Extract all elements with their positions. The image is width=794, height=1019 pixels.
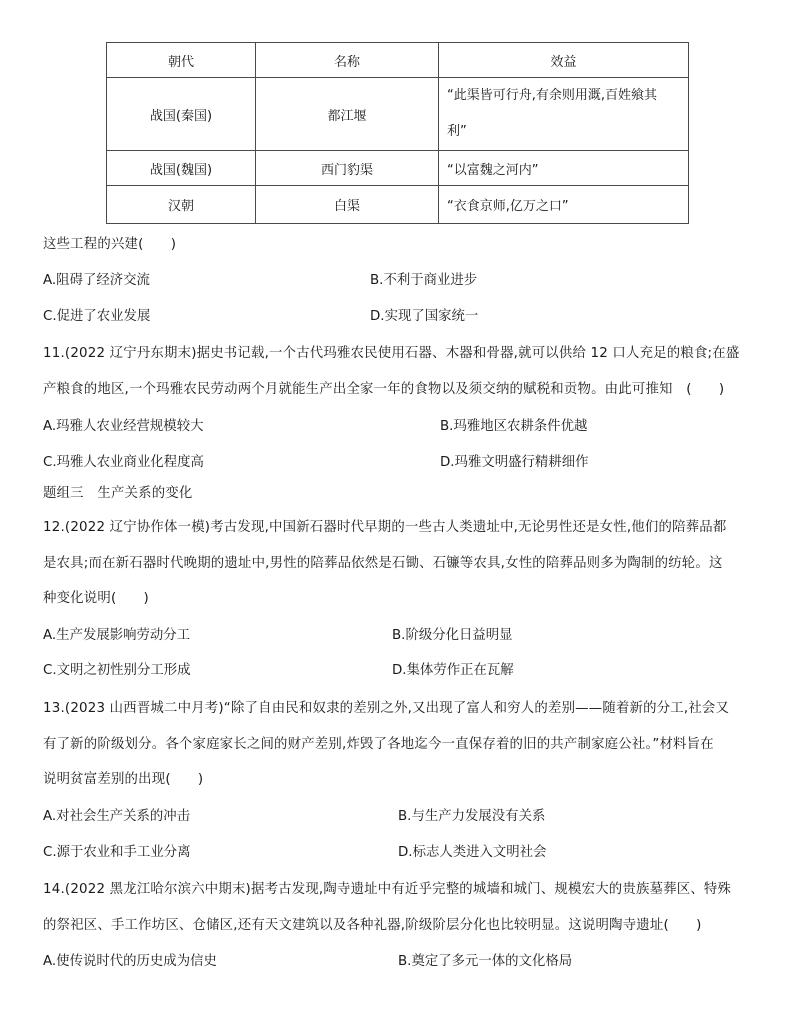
section-heading: 题组三 生产关系的变化 bbox=[43, 486, 193, 501]
q12-option-a[interactable]: A.生产发展影响劳动分工 bbox=[43, 628, 191, 643]
q13-option-d[interactable]: D.标志人类进入文明社会 bbox=[398, 845, 547, 860]
cell-name: 西门豹渠 bbox=[256, 151, 439, 186]
table-row bbox=[107, 186, 689, 224]
table-header-row bbox=[107, 43, 689, 78]
benefit-line-1: “此渠皆可行舟,有余则用溉,百姓飨其 bbox=[447, 88, 657, 103]
q11-option-c[interactable]: C.玛雅人农业商业化程度高 bbox=[43, 455, 204, 470]
q10-option-d[interactable]: D.实现了国家统一 bbox=[370, 309, 479, 324]
cell-name: 白渠 bbox=[256, 186, 439, 224]
water-projects-table bbox=[106, 42, 689, 224]
benefit-line-2: 利” bbox=[447, 124, 467, 139]
header-benefit: 效益 bbox=[439, 43, 689, 78]
cell-benefit bbox=[439, 78, 689, 151]
header-name: 名称 bbox=[256, 43, 439, 78]
q11-option-a[interactable]: A.玛雅人农业经营规模较大 bbox=[43, 419, 204, 434]
q13-option-a[interactable]: A.对社会生产关系的冲击 bbox=[43, 809, 191, 824]
q12-option-d[interactable]: D.集体劳作正在瓦解 bbox=[392, 663, 514, 678]
q13-option-b[interactable]: B.与生产力发展没有关系 bbox=[398, 809, 546, 824]
q14-line-2: 的祭祀区、手工作坊区、仓储区,还有天文建筑以及各种礼器,阶级阶层分化也比较明显。这说明陶寺遗址( ) bbox=[43, 918, 702, 933]
q13-line-2: 有了新的阶级划分。各个家庭家长之间的财产差别,炸毁了各地迄今一直保存着的旧的共产制家庭公社。”材料旨在 bbox=[43, 737, 714, 752]
q10-option-b[interactable]: B.不利于商业进步 bbox=[370, 273, 478, 288]
q10-stem: 这些工程的兴建( ) bbox=[43, 237, 177, 252]
cell-dynasty: 战国(秦国) bbox=[107, 78, 256, 151]
q13-line-3: 说明贫富差别的出现( ) bbox=[43, 772, 204, 787]
q14-option-b[interactable]: B.奠定了多元一体的文化格局 bbox=[398, 954, 573, 969]
table-row bbox=[107, 78, 689, 151]
cell-dynasty: 战国(魏国) bbox=[107, 151, 256, 186]
q12-line-1: 12.(2022 辽宁协作体一模)考古发现,中国新石器时代早期的一些古人类遗址中,无论男性还是女性,他们的陪葬品都 bbox=[43, 520, 727, 535]
q11-option-d[interactable]: D.玛雅文明盛行精耕细作 bbox=[440, 455, 589, 470]
q12-option-b[interactable]: B.阶级分化日益明显 bbox=[392, 628, 513, 643]
cell-name: 都江堰 bbox=[256, 78, 439, 151]
q12-line-3: 种变化说明( ) bbox=[43, 591, 149, 606]
q12-line-2: 是农具;而在新石器时代晚期的遗址中,男性的陪葬品依然是石锄、石镰等农具,女性的陪葬品则多为陶制的纺轮。这 bbox=[43, 556, 723, 571]
q11-option-b[interactable]: B.玛雅地区农耕条件优越 bbox=[440, 419, 588, 434]
q11-line-1: 11.(2022 辽宁丹东期末)据史书记载,一个古代玛雅农民使用石器、木器和骨器,就可以供给 12 口人充足的粮食;在盛 bbox=[43, 346, 740, 361]
q13-option-c[interactable]: C.源于农业和手工业分离 bbox=[43, 845, 191, 860]
q11-line-2: 产粮食的地区,一个玛雅农民劳动两个月就能生产出全家一年的食物以及须交纳的赋税和贡物。由此可推知 ( ) bbox=[43, 382, 725, 397]
q12-option-c[interactable]: C.文明之初性别分工形成 bbox=[43, 663, 191, 678]
cell-benefit: “以富魏之河内” bbox=[439, 151, 689, 186]
table-row bbox=[107, 151, 689, 186]
q14-option-a[interactable]: A.使传说时代的历史成为信史 bbox=[43, 954, 217, 969]
q10-option-a[interactable]: A.阻碍了经济交流 bbox=[43, 273, 150, 288]
cell-dynasty: 汉朝 bbox=[107, 186, 256, 224]
q13-line-1: 13.(2023 山西晋城二中月考)“除了自由民和奴隶的差别之外,又出现了富人和穷人的差别——随着新的分工,社会又 bbox=[43, 701, 730, 716]
header-dynasty: 朝代 bbox=[107, 43, 256, 78]
cell-benefit: “衣食京师,亿万之口” bbox=[439, 186, 689, 224]
q14-line-1: 14.(2022 黑龙江哈尔滨六中期末)据考古发现,陶寺遗址中有近乎完整的城墙和城门、规模宏大的贵族墓葬区、特殊 bbox=[43, 882, 732, 897]
q10-option-c[interactable]: C.促进了农业发展 bbox=[43, 309, 151, 324]
